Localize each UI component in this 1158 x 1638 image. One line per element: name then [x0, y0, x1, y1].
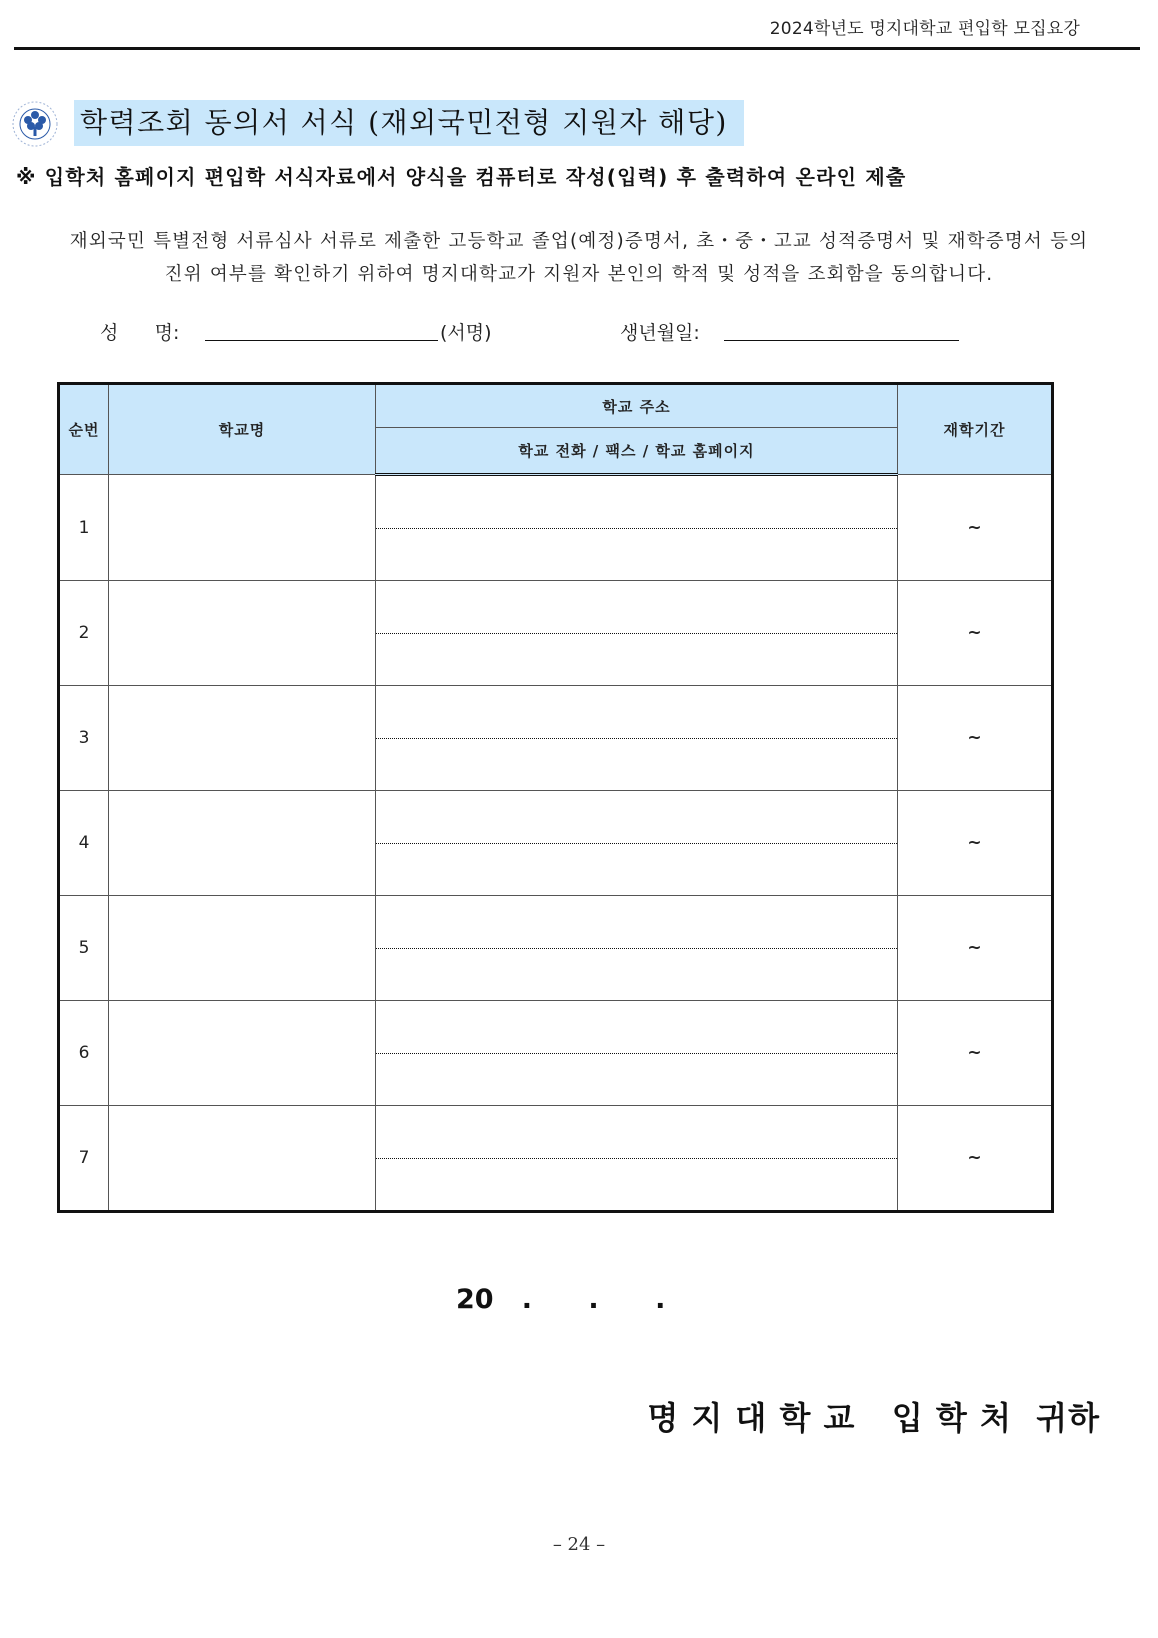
name-input-line[interactable]: [205, 340, 438, 341]
header-divider: [14, 47, 1140, 50]
dotted-divider: [376, 948, 897, 949]
dotted-divider: [376, 528, 897, 529]
header-order: 순번: [59, 384, 109, 475]
school-name-cell[interactable]: [109, 686, 376, 791]
dotted-divider: [376, 1158, 897, 1159]
school-name-cell[interactable]: [109, 475, 376, 581]
address-contact-cell[interactable]: [376, 686, 898, 791]
table-row: [59, 896, 1053, 1001]
row-number: 3: [59, 686, 109, 791]
consent-line-2: 진위 여부를 확인하기 위하여 명지대학교가 지원자 본인의 학적 및 성적을 조회함을 동의합니다.: [164, 264, 994, 285]
university-seal-icon: [11, 100, 59, 148]
header-title: 2024학년도 명지대학교 편입학 모집요강: [769, 19, 1080, 39]
dotted-divider: [376, 738, 897, 739]
table-row: [59, 686, 1053, 791]
school-records-table: [57, 382, 1054, 1213]
header-school-contact: 학교 전화 / 팩스 / 학교 홈페이지: [376, 428, 898, 475]
enrollment-period-cell[interactable]: ~: [898, 581, 1053, 686]
school-name-cell[interactable]: [109, 896, 376, 1001]
page-number: – 24 –: [552, 1534, 606, 1555]
enrollment-period-cell[interactable]: ~: [898, 791, 1053, 896]
dotted-divider: [376, 843, 897, 844]
school-name-cell[interactable]: [109, 1106, 376, 1212]
row-number: 7: [59, 1106, 109, 1212]
table-row: [59, 791, 1053, 896]
row-number: 2: [59, 581, 109, 686]
address-contact-cell[interactable]: [376, 791, 898, 896]
table-row: [59, 1001, 1053, 1106]
table-row: [59, 581, 1053, 686]
table-row: [59, 1106, 1053, 1212]
form-title: 학력조회 동의서 서식 (재외국민전형 지원자 해당): [74, 100, 744, 146]
row-number: 5: [59, 896, 109, 1001]
dotted-divider: [376, 633, 897, 634]
address-contact-cell[interactable]: [376, 1001, 898, 1106]
row-number: 1: [59, 475, 109, 581]
address-contact-cell[interactable]: [376, 1106, 898, 1212]
consent-statement: [14, 225, 1144, 291]
dotted-divider: [376, 1053, 897, 1054]
row-number: 6: [59, 1001, 109, 1106]
birthdate-label: 생년월일:: [620, 322, 700, 344]
address-contact-cell[interactable]: [376, 896, 898, 1001]
enrollment-period-cell[interactable]: ~: [898, 1001, 1053, 1106]
school-name-cell[interactable]: [109, 1001, 376, 1106]
school-name-cell[interactable]: [109, 581, 376, 686]
enrollment-period-cell[interactable]: ~: [898, 896, 1053, 1001]
header-school-address: 학교 주소: [376, 384, 898, 428]
consent-line-1: 재외국민 특별전형 서류심사 서류로 제출한 고등학교 졸업(예정)증명서, 초・중・고교 성적증명서 및 재학증명서 등의: [69, 231, 1089, 252]
header-school-name: 학교명: [109, 384, 376, 475]
birthdate-input-line[interactable]: [724, 340, 959, 341]
signature-label: (서명): [440, 322, 492, 344]
addressee: 명 지 대 학 교 입 학 처 귀하: [647, 1399, 1100, 1437]
school-name-cell[interactable]: [109, 791, 376, 896]
date-line: 20 . . .: [456, 1284, 666, 1315]
row-number: 4: [59, 791, 109, 896]
table-row: [59, 475, 1053, 581]
enrollment-period-cell[interactable]: ~: [898, 686, 1053, 791]
enrollment-period-cell[interactable]: ~: [898, 1106, 1053, 1212]
submission-note: ※ 입학처 홈페이지 편입학 서식자료에서 양식을 컴퓨터로 작성(입력) 후 출력하여 온라인 제출: [16, 165, 907, 189]
enrollment-period-cell[interactable]: ~: [898, 475, 1053, 581]
name-label: 성 명:: [100, 322, 180, 344]
address-contact-cell[interactable]: [376, 581, 898, 686]
header-enrollment-period: 재학기간: [898, 384, 1053, 475]
address-contact-cell[interactable]: [376, 475, 898, 581]
